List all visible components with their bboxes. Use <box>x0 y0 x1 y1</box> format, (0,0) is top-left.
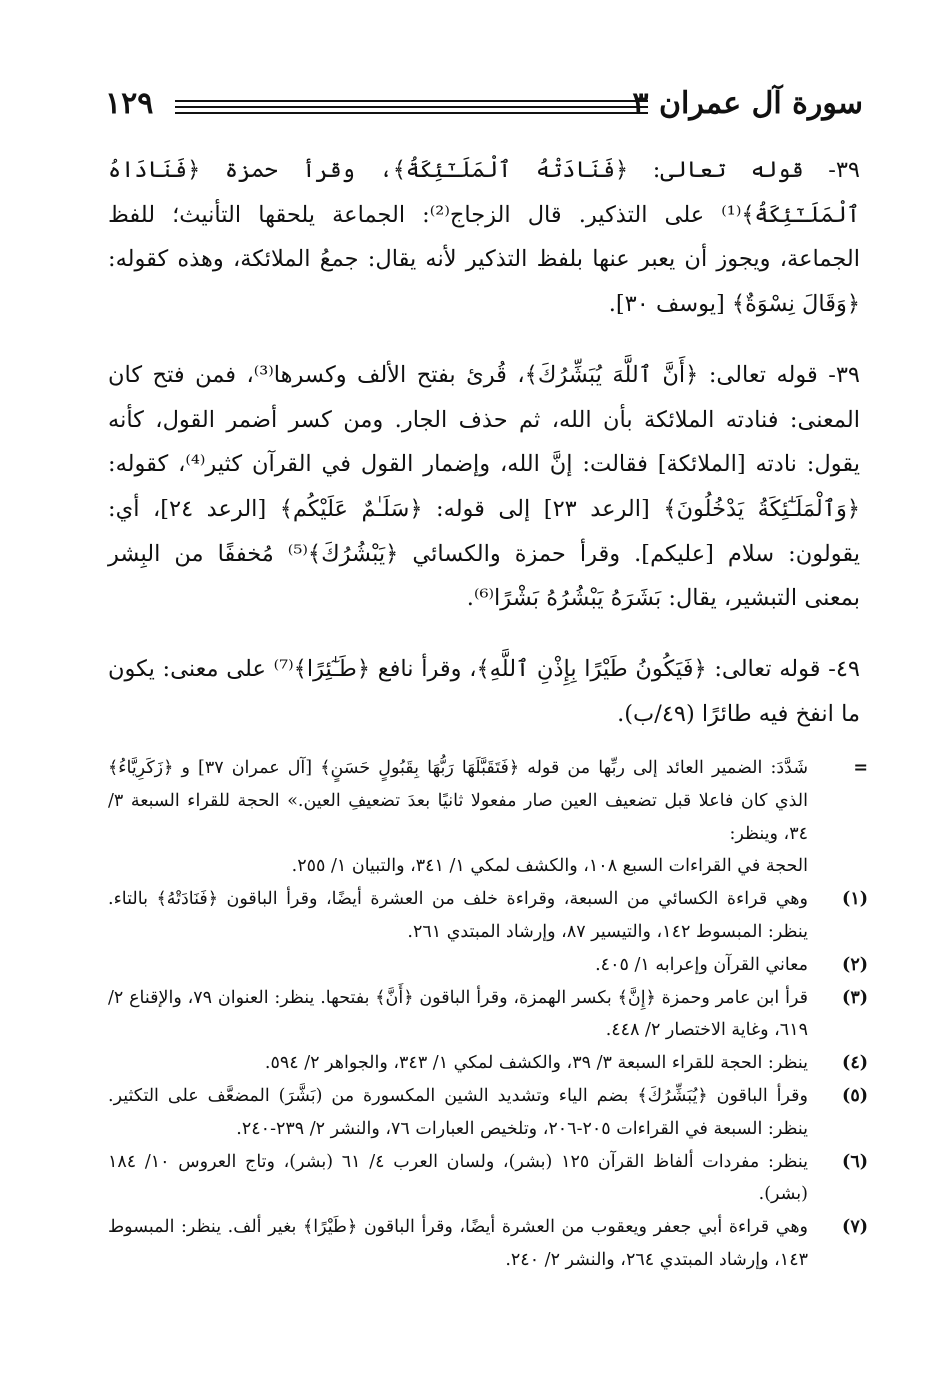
footnote-number: (١) <box>842 889 868 910</box>
footnote-item <box>108 1080 868 1146</box>
footnote-item <box>108 850 868 883</box>
footnote-number: (٤) <box>842 1053 868 1074</box>
footnote-number: = <box>853 758 868 778</box>
footnote-item <box>108 1047 868 1080</box>
footnotes <box>108 752 868 1277</box>
surah-title: سورة آل عمران ٣ <box>632 86 863 121</box>
footnote-text: ينظر: مفردات ألفاظ القرآن ١٢٥ (بشر)، ولسان العرب ٤/ ٦١ (بشر)، وتاج العروس ١٠/ ١٨٤ (بشر). <box>108 1151 808 1205</box>
page-number: ١٢٩ <box>105 86 154 121</box>
footnote-item <box>108 1211 868 1277</box>
footnote-text: معاني القرآن وإعرابه ١/ ٤٠٥. <box>595 954 808 975</box>
footnote-item <box>108 982 868 1048</box>
footnote-text: قرأ ابن عامر وحمزة ﴿إِنَّ﴾ بكسر الهمزة، وقرأ الباقون ﴿أَنَّ﴾ بفتحها. ينظر: العنوان ٧٩، والإقناع ٢/ ٦١٩، وغاية الاختصار ٢/ ٤٤٨. <box>108 987 808 1041</box>
footnote-number: (٥) <box>842 1085 868 1106</box>
footnote-text: وهي قراءة الكسائي من السبعة، وقراءة خلف من العشرة أيضًا، وقرأ الباقون ﴿فَنَادَتْهُ﴾ بالتاء. ينظر: المبسوط ١٤٢، والتيسير ٨٧، وإرشاد المبتدي ٢٦١. <box>108 889 808 942</box>
footnote-number: (٢) <box>842 954 868 975</box>
main-text <box>108 140 860 762</box>
footnote-text: وهي قراءة أبي جعفر ويعقوب من العشرة أيضًا، وقرأ الباقون ﴿طَيْرًا﴾ بغير ألف. ينظر: المبسوط ١٤٣، وإرشاد المبتدي ٢٦٤، والنشر ٢/ ٢٤٠. <box>108 1217 808 1270</box>
paragraph-verse-39a: ٣٩- قوله تعالى: ﴿فَنَادَتْهُ ٱلْمَلَـٰٓئِكَةُ﴾، وقرأ حمزة ﴿فَنَادَاهُ ٱلْمَلَـٰٓئِكَةُ﴾⁽¹⁾ على التذكير. قال الزجاج⁽²⁾: الجماعة يلحقها التأنيث؛ للفظ الجماعة، ويجوز أن يعبر عنها بلفظ التذكير لأنه يقال: جمعُ الملائكة، وهذه كقوله: ﴿وَقَالَ نِسْوَةٌ﴾ [يوسف ٣٠]. <box>108 157 860 318</box>
header-rule <box>175 100 648 102</box>
page-header <box>105 82 863 132</box>
footnote-text: ينظر: الحجة للقراء السبعة ٣/ ٣٩، والكشف لمكي ١/ ٣٤٣، والجواهر ٢/ ٥٩٤. <box>264 1053 808 1074</box>
footnote-number: (٧) <box>842 1217 868 1238</box>
paragraph-verse-39b: ٣٩- قوله تعالى: ﴿أَنَّ ٱللَّهَ يُبَشِّرُكَ﴾، قُرئ بفتح الألف وكسرها⁽³⁾، فمن فتح كان المعنى: فنادته الملائكة بأن الله، ثم حذف الجار. ومن كسر أضمر القول، كأنه يقول: نادته [الملائكة] فقالت: إنَّ الله، وإضمار القول في القرآن كثير⁽⁴⁾، كقوله: ﴿وَٱلْمَلَـٰٓئِكَةُ يَدْخُلُونَ﴾ [الرعد ٢٣] إلى قوله: ﴿سَلَـٰمٌ عَلَيْكُم﴾ [الرعد ٢٤]، أي: يقولون: سلام [عليكم]. وقرأ حمزة والكسائي ﴿يَبْشُرُكَ﴾⁽⁵⁾ مُخففًا من البِشر بمعنى التبشير، يقال: بَشَرَهُ يَبْشُرُهُ بَشْرًا⁽⁶⁾. <box>108 361 861 612</box>
paragraph-verse-49: ٤٩- قوله تعالى: ﴿فَيَكُونُ طَيْرًا بِإِذْنِ ٱللَّهِ﴾، وقرأ نافع ﴿طَـٰٓئِرًا﴾⁽⁷⁾ على معنى: يكون ما انفخ فيه طائرًا (٤٩/ب). <box>108 656 860 727</box>
header-rule <box>175 106 648 108</box>
footnote-text: وقرأ الباقون ﴿يُبَشِّرُكَ﴾ بضم الياء وتشديد الشين المكسورة من (بَشَّرَ) المضعَّف على التكثير. ينظر: السبعة في القراءات ٢٠٥-٢٠٦، وتلخيص العبارات ٧٦، والنشر ٢/ ٢٣٩-٢٤٠. <box>108 1085 808 1139</box>
footnote-number: (٦) <box>842 1151 868 1172</box>
footnote-number: (٣) <box>842 987 868 1008</box>
footnote-text: شَدَّدَ: الضمير العائد إلى ربِّها من قوله ﴿فَتَقَبَّلَهَا رَبُّهَا بِقَبُولٍ حَسَنٍ﴾ [آل عمران ٣٧] و ﴿زَكَرِيَّاءُ﴾ الذي كان فاعلا قبل تضعيف العين صار مفعولا ثانيًا بعدَ تضعيفِ العين.» الحجة للقراء السبعة ٣/ ٣٤، وينظر: <box>108 758 808 844</box>
footnote-text: الحجة في القراءات السبع ١٠٨، والكشف لمكي ١/ ٣٤١، والتبيان ١/ ٢٥٥. <box>291 856 808 877</box>
header-rule <box>175 112 648 114</box>
footnote-separator <box>108 738 860 739</box>
footnote-item <box>108 1146 868 1212</box>
footnote-item <box>108 752 868 850</box>
footnote-item <box>108 949 868 982</box>
footnote-item <box>108 883 868 949</box>
